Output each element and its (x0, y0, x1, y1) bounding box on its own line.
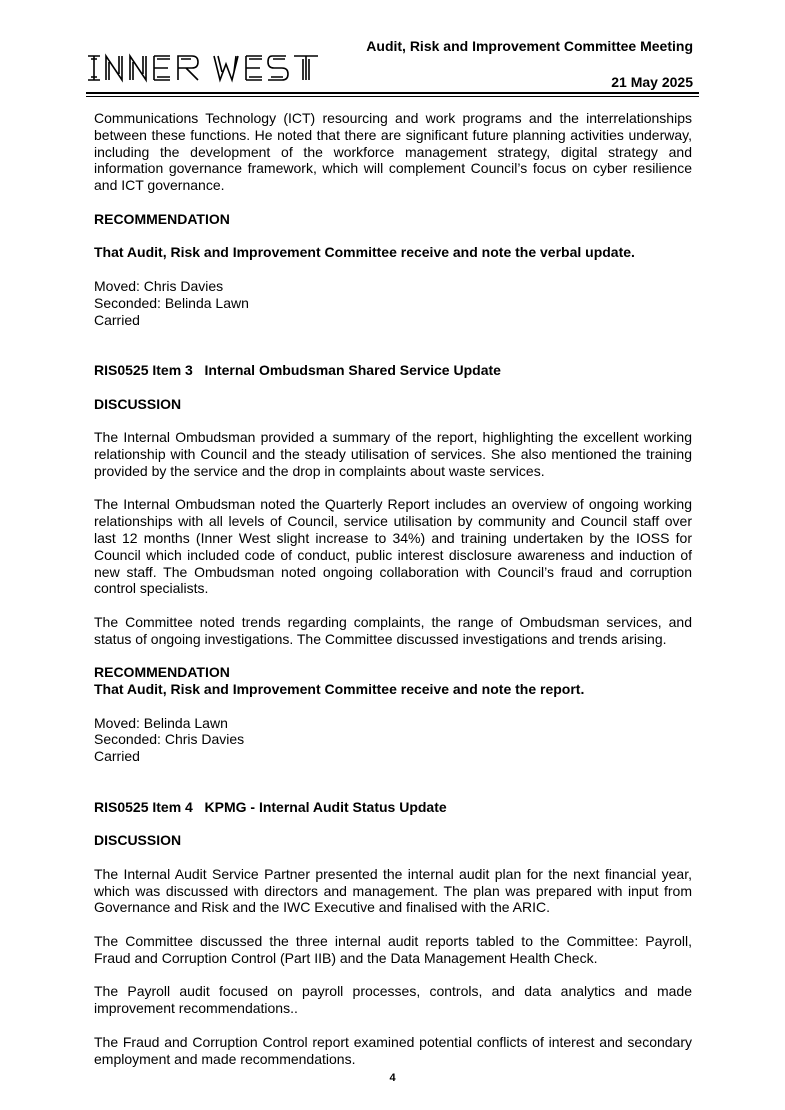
item-3-motion-block (94, 715, 692, 765)
seconded-line: Seconded: Belinda Lawn (94, 294, 249, 311)
carried-line: Carried (94, 748, 140, 765)
moved-line: Moved: Chris Davies (94, 277, 224, 294)
minutes-body (94, 110, 692, 1084)
seconded-line: Seconded: Chris Davies (94, 731, 245, 748)
carried-line: Carried (94, 311, 140, 328)
header-rule-thin (86, 96, 699, 97)
page-number: 4 (389, 1072, 396, 1084)
item-3-title: RIS0525 Item 3 Internal Ombudsman Shared Service Update (94, 361, 501, 378)
header-rule (86, 92, 699, 94)
motion-block (94, 278, 692, 328)
item-4-title: RIS0525 Item 4 KPMG - Internal Audit Status Update (94, 798, 447, 815)
recommendation-text: That Audit, Risk and Improvement Committee receive and note the verbal update. (94, 244, 635, 261)
page-header (0, 0, 785, 100)
item-3-paragraph: The Committee noted trends regarding complaints, the range of Ombudsman services, and status of ongoing investigations. The Committee discussed investigations and trends arising. (94, 613, 692, 647)
item-3-discussion-heading: DISCUSSION (94, 395, 182, 412)
intro-paragraph: Communications Technology (ICT) resourcing and work programs and the interrelationships between these functions. He noted that there are significant future planning activities underway, including the development of the workforce management strategy, digital strategy and information governance framework, which will complement Council’s focus on cyber resilience and ICT governance. (94, 110, 692, 194)
item-4-discussion-heading: DISCUSSION (94, 832, 182, 849)
item-4-paragraph: The Payroll audit focused on payroll processes, controls, and data analytics and made improvement recommendations.. (94, 983, 692, 1017)
meeting-date: 21 May 2025 (611, 74, 693, 90)
item-4-paragraph: The Internal Audit Service Partner presented the internal audit plan for the next financial year, which was discussed with directors and management. The plan was prepared with input from Governance and Risk and the IWC Executive and finalised with the ARIC. (94, 865, 692, 916)
inner-west-logo (86, 50, 334, 86)
item-4-paragraph: The Fraud and Corruption Control report examined potential conflicts of interest and secondary employment and made recommendations. (94, 1033, 692, 1067)
item-3-recommendation-text: That Audit, Risk and Improvement Committee receive and note the report. (94, 681, 585, 698)
item-3-recommendation-heading: RECOMMENDATION (94, 664, 230, 681)
item-3-paragraph: The Internal Ombudsman noted the Quarterly Report includes an overview of ongoing working relationships with all levels of Council, service utilisation by community and Council staff over last 12 months (Inner West slight increase to 34%) and training undertaken by the IOSS for Council which included code of conduct, public interest disclosure awareness and induction of new staff. The Ombudsman noted ongoing collaboration with Council’s fraud and corruption control specialists. (94, 496, 692, 597)
meeting-title: Audit, Risk and Improvement Committee Meeting (366, 38, 693, 54)
recommendation-heading: RECOMMENDATION (94, 210, 230, 227)
item-4-paragraph: The Committee discussed the three internal audit reports tabled to the Committee: Payroll, Fraud and Corruption Control (Part IIB) and the Data Management Health Check. (94, 933, 692, 966)
moved-line: Moved: Belinda Lawn (94, 714, 228, 731)
item-3-paragraph: The Internal Ombudsman provided a summary of the report, highlighting the excellent working relationship with Council and the steady utilisation of services. She also mentioned the training provided by the service and the drop in complaints about waste services. (94, 429, 692, 479)
